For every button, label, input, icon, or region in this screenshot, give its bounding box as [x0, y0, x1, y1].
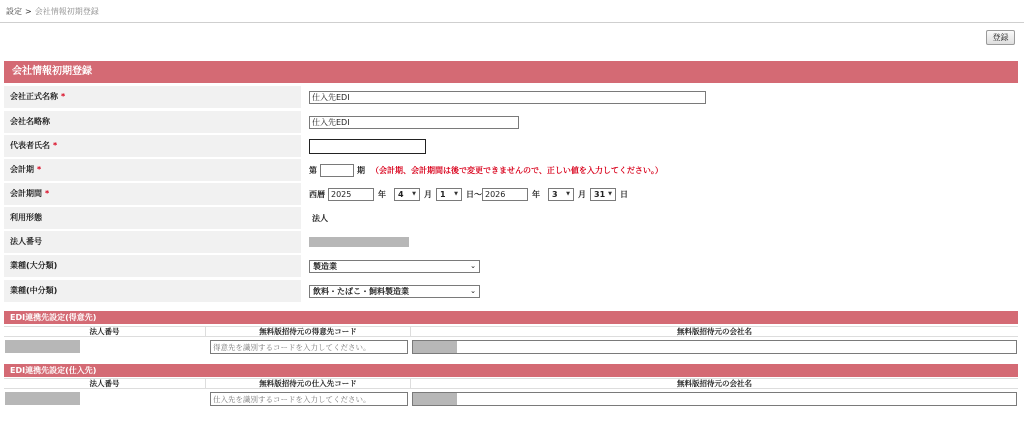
fiscal-period-warning: （会計期、会計期間は後で変更できませんので、正しい値を入力してください。） [371, 165, 663, 175]
row-fiscal-term [4, 183, 1018, 207]
table-row [4, 391, 1018, 407]
field-label: 法人番号 [4, 231, 301, 253]
required-mark: * [61, 92, 66, 101]
column-header: 無料版招待元の会社名 [410, 327, 1018, 337]
table-header [4, 378, 1018, 389]
register-button[interactable]: 登録 [986, 30, 1015, 45]
range-separator: 〜 [474, 189, 482, 199]
field-label: 業種(大分類) [4, 255, 301, 277]
day-unit: 日 [620, 189, 628, 199]
month-unit: 月 [578, 189, 586, 199]
row-representative [4, 135, 1018, 159]
row-short-name [4, 111, 1018, 135]
chevron-down-icon: ▼ [454, 191, 458, 197]
row-usage-type [4, 207, 1018, 231]
chevron-down-icon: ▼ [412, 191, 416, 197]
redacted-value [309, 237, 409, 247]
start-day-select[interactable]: 1 ▼ [436, 188, 462, 201]
field-label: 会社名略称 [4, 111, 301, 133]
chevron-down-icon: ⌄ [470, 262, 476, 270]
breadcrumb [6, 6, 99, 17]
section-header-edi-supplier: EDI連携先設定(仕入先) [4, 364, 1018, 377]
column-header: 無料版招待元の会社名 [410, 379, 1018, 389]
start-month-select[interactable]: 4 ▼ [394, 188, 420, 201]
official-name-input[interactable] [309, 91, 706, 104]
divider [0, 22, 1024, 23]
field-label: 会社正式名称 * [4, 86, 301, 108]
chevron-down-icon: ⌄ [470, 287, 476, 295]
row-fiscal-period [4, 159, 1018, 183]
industry-middle-select[interactable]: 飲料・たばこ・飼料製造業 ⌄ [309, 285, 480, 298]
required-mark: * [53, 141, 58, 150]
start-year-input[interactable] [328, 188, 374, 201]
field-label: 会計期間 * [4, 183, 301, 205]
company-name-field[interactable] [412, 392, 1017, 406]
supplier-code-input[interactable] [210, 392, 408, 406]
required-mark: * [37, 165, 42, 174]
chevron-down-icon: ▼ [566, 191, 570, 197]
end-day-select[interactable]: 31 ▼ [590, 188, 616, 201]
table-row [4, 339, 1018, 355]
month-unit: 月 [424, 189, 432, 199]
usage-type-value: 法人 [312, 213, 328, 223]
redacted-value [5, 392, 80, 405]
redacted-value [413, 341, 457, 353]
redacted-value [5, 340, 80, 353]
column-header: 無料版招待元の仕入先コード [205, 379, 410, 389]
field-label: 業種(中分類) [4, 280, 301, 302]
field-label: 代表者氏名 * [4, 135, 301, 157]
field-label: 会計期 * [4, 159, 301, 181]
era-label: 西暦 [309, 189, 325, 199]
fiscal-period-input[interactable] [320, 164, 354, 177]
column-header: 法人番号 [89, 327, 120, 336]
redacted-value [413, 393, 457, 405]
section-header-company-info: 会社情報初期登録 [4, 61, 1018, 83]
customer-code-input[interactable] [210, 340, 408, 354]
day-unit: 日 [466, 189, 474, 199]
fiscal-period-prefix: 第 [309, 165, 317, 175]
fiscal-period-suffix: 期 [357, 165, 365, 175]
representative-name-input[interactable] [309, 139, 426, 154]
breadcrumb-separator: > [25, 7, 32, 16]
row-official-name [4, 86, 1018, 110]
row-industry-middle [4, 280, 1018, 304]
year-unit: 年 [378, 189, 386, 199]
end-month-select[interactable]: 3 ▼ [548, 188, 574, 201]
chevron-down-icon: ▼ [608, 191, 612, 197]
company-name-field[interactable] [412, 340, 1017, 354]
column-header: 法人番号 [89, 379, 120, 388]
column-header: 無料版招待元の得意先コード [205, 327, 410, 337]
table-header [4, 326, 1018, 337]
required-mark: * [45, 189, 50, 198]
breadcrumb-current: 会社情報初期登録 [34, 7, 99, 16]
section-header-edi-customer: EDI連携先設定(得意先) [4, 311, 1018, 324]
year-unit: 年 [532, 189, 540, 199]
industry-major-select[interactable]: 製造業 ⌄ [309, 260, 480, 273]
field-label: 利用形態 [4, 207, 301, 229]
breadcrumb-root[interactable]: 設定 [6, 7, 22, 16]
row-corporate-number [4, 231, 1018, 255]
end-year-input[interactable] [482, 188, 528, 201]
row-industry-major [4, 255, 1018, 279]
short-name-input[interactable] [309, 116, 519, 129]
